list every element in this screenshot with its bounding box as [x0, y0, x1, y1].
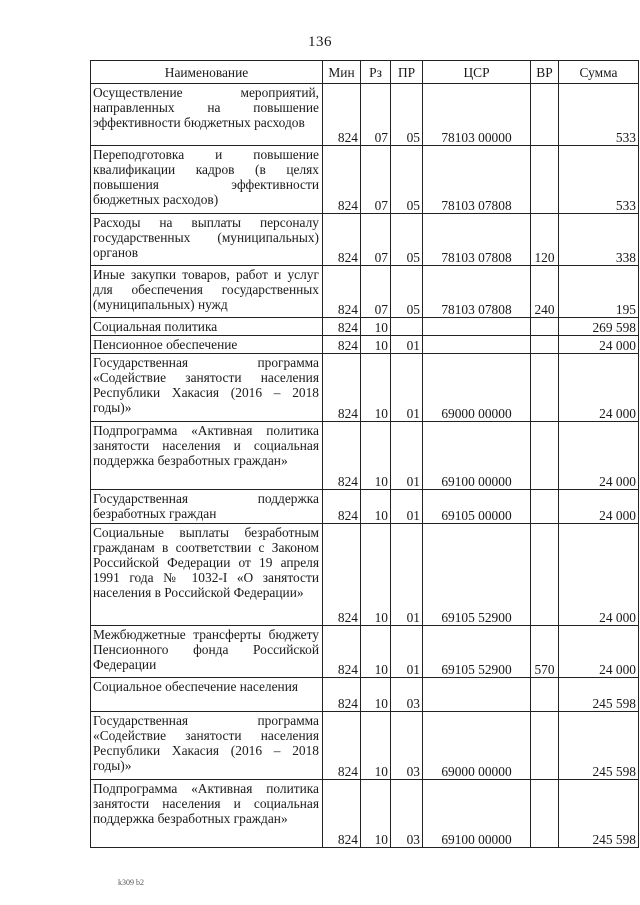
- row-csr: 69105 00000: [423, 490, 531, 524]
- table-row: [91, 146, 639, 214]
- row-sum: 24 000: [559, 524, 639, 626]
- row-vr: [531, 678, 559, 712]
- table-row: [91, 712, 639, 780]
- row-min: 824: [323, 524, 361, 626]
- row-csr: 78103 00000: [423, 84, 531, 146]
- row-rz: 07: [361, 146, 391, 214]
- header-pr: ПР: [391, 61, 423, 84]
- table-header-row: [91, 61, 639, 84]
- row-csr: 69105 52900: [423, 626, 531, 678]
- row-pr: 05: [391, 214, 423, 266]
- row-min: 824: [323, 422, 361, 490]
- row-vr: [531, 780, 559, 848]
- row-pr: [391, 318, 423, 336]
- row-rz: 07: [361, 214, 391, 266]
- row-pr: 01: [391, 422, 423, 490]
- row-pr: 01: [391, 336, 423, 354]
- row-vr: [531, 146, 559, 214]
- row-vr: [531, 318, 559, 336]
- row-csr: 69100 00000: [423, 422, 531, 490]
- row-vr: 120: [531, 214, 559, 266]
- table-row: [91, 422, 639, 490]
- row-pr: 01: [391, 626, 423, 678]
- row-vr: [531, 490, 559, 524]
- row-vr: [531, 84, 559, 146]
- row-min: 824: [323, 626, 361, 678]
- row-rz: 10: [361, 524, 391, 626]
- row-csr: 78103 07808: [423, 214, 531, 266]
- row-name: Подпрограмма «Активная политика занятости населения и социальная поддержка безработных граждан»: [91, 422, 323, 490]
- row-csr: [423, 678, 531, 712]
- row-min: 824: [323, 490, 361, 524]
- row-vr: [531, 524, 559, 626]
- row-min: 824: [323, 712, 361, 780]
- table-row: [91, 84, 639, 146]
- row-sum: 24 000: [559, 422, 639, 490]
- row-min: 824: [323, 214, 361, 266]
- row-csr: [423, 318, 531, 336]
- row-csr: 69000 00000: [423, 354, 531, 422]
- row-pr: 03: [391, 712, 423, 780]
- row-name: Социальная политика: [91, 318, 323, 336]
- row-vr: [531, 712, 559, 780]
- row-min: 824: [323, 266, 361, 318]
- row-rz: 10: [361, 354, 391, 422]
- row-sum: 195: [559, 266, 639, 318]
- row-sum: 269 598: [559, 318, 639, 336]
- row-name: Социальное обеспечение населения: [91, 678, 323, 712]
- row-sum: 245 598: [559, 780, 639, 848]
- row-name: Государственная программа «Содействие занятости населения Республики Хакасия (2016 – 2018 годы)»: [91, 354, 323, 422]
- row-sum: 24 000: [559, 490, 639, 524]
- row-csr: 69105 52900: [423, 524, 531, 626]
- row-pr: 01: [391, 524, 423, 626]
- row-vr: [531, 422, 559, 490]
- row-pr: 03: [391, 780, 423, 848]
- header-sum: Сумма: [559, 61, 639, 84]
- row-name: Межбюджетные трансферты бюджету Пенсионного фонда Российской Федерации: [91, 626, 323, 678]
- table-row: [91, 318, 639, 336]
- row-rz: 10: [361, 490, 391, 524]
- row-rz: 10: [361, 318, 391, 336]
- row-vr: [531, 354, 559, 422]
- header-min: Мин: [323, 61, 361, 84]
- page-number: 136: [308, 34, 332, 50]
- row-sum: 338: [559, 214, 639, 266]
- row-rz: 10: [361, 712, 391, 780]
- table-row: [91, 626, 639, 678]
- row-rz: 10: [361, 678, 391, 712]
- row-min: 824: [323, 678, 361, 712]
- table-row: [91, 490, 639, 524]
- row-pr: 03: [391, 678, 423, 712]
- row-min: 824: [323, 318, 361, 336]
- row-csr: 78103 07808: [423, 146, 531, 214]
- row-rz: 07: [361, 84, 391, 146]
- row-sum: 24 000: [559, 354, 639, 422]
- row-rz: 10: [361, 336, 391, 354]
- table-row: [91, 266, 639, 318]
- header-rz: Рз: [361, 61, 391, 84]
- row-name: Государственная программа «Содействие занятости населения Республики Хакасия (2016 – 2018 годы)»: [91, 712, 323, 780]
- row-min: 824: [323, 84, 361, 146]
- row-pr: 05: [391, 84, 423, 146]
- row-vr: 570: [531, 626, 559, 678]
- budget-table: [90, 60, 639, 848]
- row-sum: 245 598: [559, 712, 639, 780]
- row-csr: 78103 07808: [423, 266, 531, 318]
- header-name: Наименование: [91, 61, 323, 84]
- row-pr: 01: [391, 490, 423, 524]
- table-row: [91, 524, 639, 626]
- row-name: Пенсионное обеспечение: [91, 336, 323, 354]
- row-sum: 24 000: [559, 626, 639, 678]
- row-name: Государственная поддержка безработных граждан: [91, 490, 323, 524]
- row-min: 824: [323, 336, 361, 354]
- row-vr: 240: [531, 266, 559, 318]
- row-min: 824: [323, 354, 361, 422]
- row-sum: 24 000: [559, 336, 639, 354]
- row-name: Социальные выплаты безработным гражданам в соответствии с Законом Российской Федерации от 19 апреля 1991 года № 1032-I «О занятости населения в Российской Федерации»: [91, 524, 323, 626]
- row-name: Иные закупки товаров, работ и услуг для обеспечения государственных (муниципальных) нужд: [91, 266, 323, 318]
- row-pr: 01: [391, 354, 423, 422]
- row-csr: [423, 336, 531, 354]
- row-sum: 245 598: [559, 678, 639, 712]
- row-csr: 69000 00000: [423, 712, 531, 780]
- row-name: Подпрограмма «Активная политика занятости населения и социальная поддержка безработных граждан»: [91, 780, 323, 848]
- header-vr: ВР: [531, 61, 559, 84]
- row-min: 824: [323, 146, 361, 214]
- row-sum: 533: [559, 146, 639, 214]
- table-row: [91, 214, 639, 266]
- row-pr: 05: [391, 266, 423, 318]
- row-name: Расходы на выплаты персоналу государственных (муниципальных) органов: [91, 214, 323, 266]
- row-csr: 69100 00000: [423, 780, 531, 848]
- row-rz: 10: [361, 626, 391, 678]
- row-name: Осуществление мероприятий, направленных на повышение эффективности бюджетных расходов: [91, 84, 323, 146]
- header-csr: ЦСР: [423, 61, 531, 84]
- footer-code: k309 b2: [118, 878, 144, 887]
- row-name: Переподготовка и повышение квалификации кадров (в целях повышения эффективности бюджетных расходов): [91, 146, 323, 214]
- row-rz: 07: [361, 266, 391, 318]
- table-row: [91, 678, 639, 712]
- row-min: 824: [323, 780, 361, 848]
- table-row: [91, 780, 639, 848]
- table-row: [91, 354, 639, 422]
- row-rz: 10: [361, 422, 391, 490]
- table-row: [91, 336, 639, 354]
- row-pr: 05: [391, 146, 423, 214]
- row-rz: 10: [361, 780, 391, 848]
- row-vr: [531, 336, 559, 354]
- row-sum: 533: [559, 84, 639, 146]
